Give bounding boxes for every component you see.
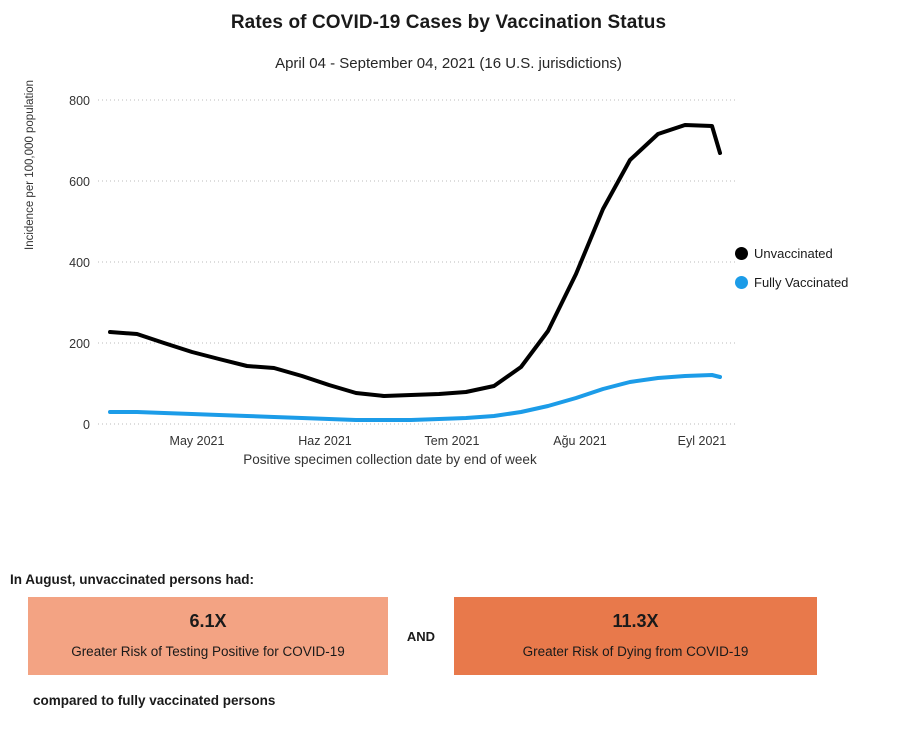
chart-legend bbox=[735, 246, 848, 304]
y-axis-label: Incidence per 100,000 population bbox=[24, 79, 36, 250]
y-axis-ticks bbox=[69, 94, 90, 432]
svg-text:May 2021: May 2021 bbox=[169, 434, 225, 448]
svg-text:Eyl 2021: Eyl 2021 bbox=[677, 434, 727, 448]
footer-lead-text: In August, unvaccinated persons had: bbox=[10, 572, 255, 587]
stat-row bbox=[28, 597, 897, 675]
chart-subtitle: April 04 - September 04, 2021 (16 U.S. jurisdictions) bbox=[275, 55, 622, 72]
plot-area bbox=[0, 80, 897, 500]
x-axis-ticks bbox=[170, 434, 727, 448]
stat-description: Greater Risk of Testing Positive for COVID-19 bbox=[71, 644, 345, 659]
stat-description: Greater Risk of Dying from COVID-19 bbox=[522, 644, 749, 659]
footer-note-text: compared to fully vaccinated persons bbox=[33, 693, 276, 708]
stat-card-testing-positive bbox=[28, 597, 388, 675]
svg-text:Tem 2021: Tem 2021 bbox=[424, 434, 480, 448]
svg-text:0: 0 bbox=[83, 418, 90, 432]
svg-text:200: 200 bbox=[69, 337, 90, 351]
legend-dot-icon bbox=[735, 276, 748, 289]
svg-text:400: 400 bbox=[69, 256, 90, 270]
stat-conjunction: AND bbox=[406, 628, 436, 644]
stat-card-dying bbox=[454, 597, 817, 675]
chart-title: Rates of COVID-19 Cases by Vaccination Status bbox=[230, 12, 667, 33]
chart-page bbox=[0, 12, 897, 746]
legend-item-unvaccinated bbox=[735, 246, 848, 261]
series-line-fully-vaccinated bbox=[110, 375, 720, 420]
x-axis-label: Positive specimen collection date by end of week bbox=[243, 452, 537, 467]
summary-footer bbox=[0, 572, 897, 708]
svg-text:800: 800 bbox=[69, 94, 90, 108]
stat-value: 6.1X bbox=[189, 611, 227, 631]
legend-item-fully-vaccinated bbox=[735, 275, 848, 290]
svg-text:600: 600 bbox=[69, 175, 90, 189]
legend-dot-icon bbox=[735, 247, 748, 260]
series-line-unvaccinated bbox=[110, 125, 720, 396]
svg-text:Ağu 2021: Ağu 2021 bbox=[553, 434, 607, 448]
svg-text:Haz 2021: Haz 2021 bbox=[298, 434, 352, 448]
legend-label: Unvaccinated bbox=[754, 246, 833, 261]
stat-value: 11.3X bbox=[612, 611, 659, 631]
legend-label: Fully Vaccinated bbox=[754, 275, 849, 290]
